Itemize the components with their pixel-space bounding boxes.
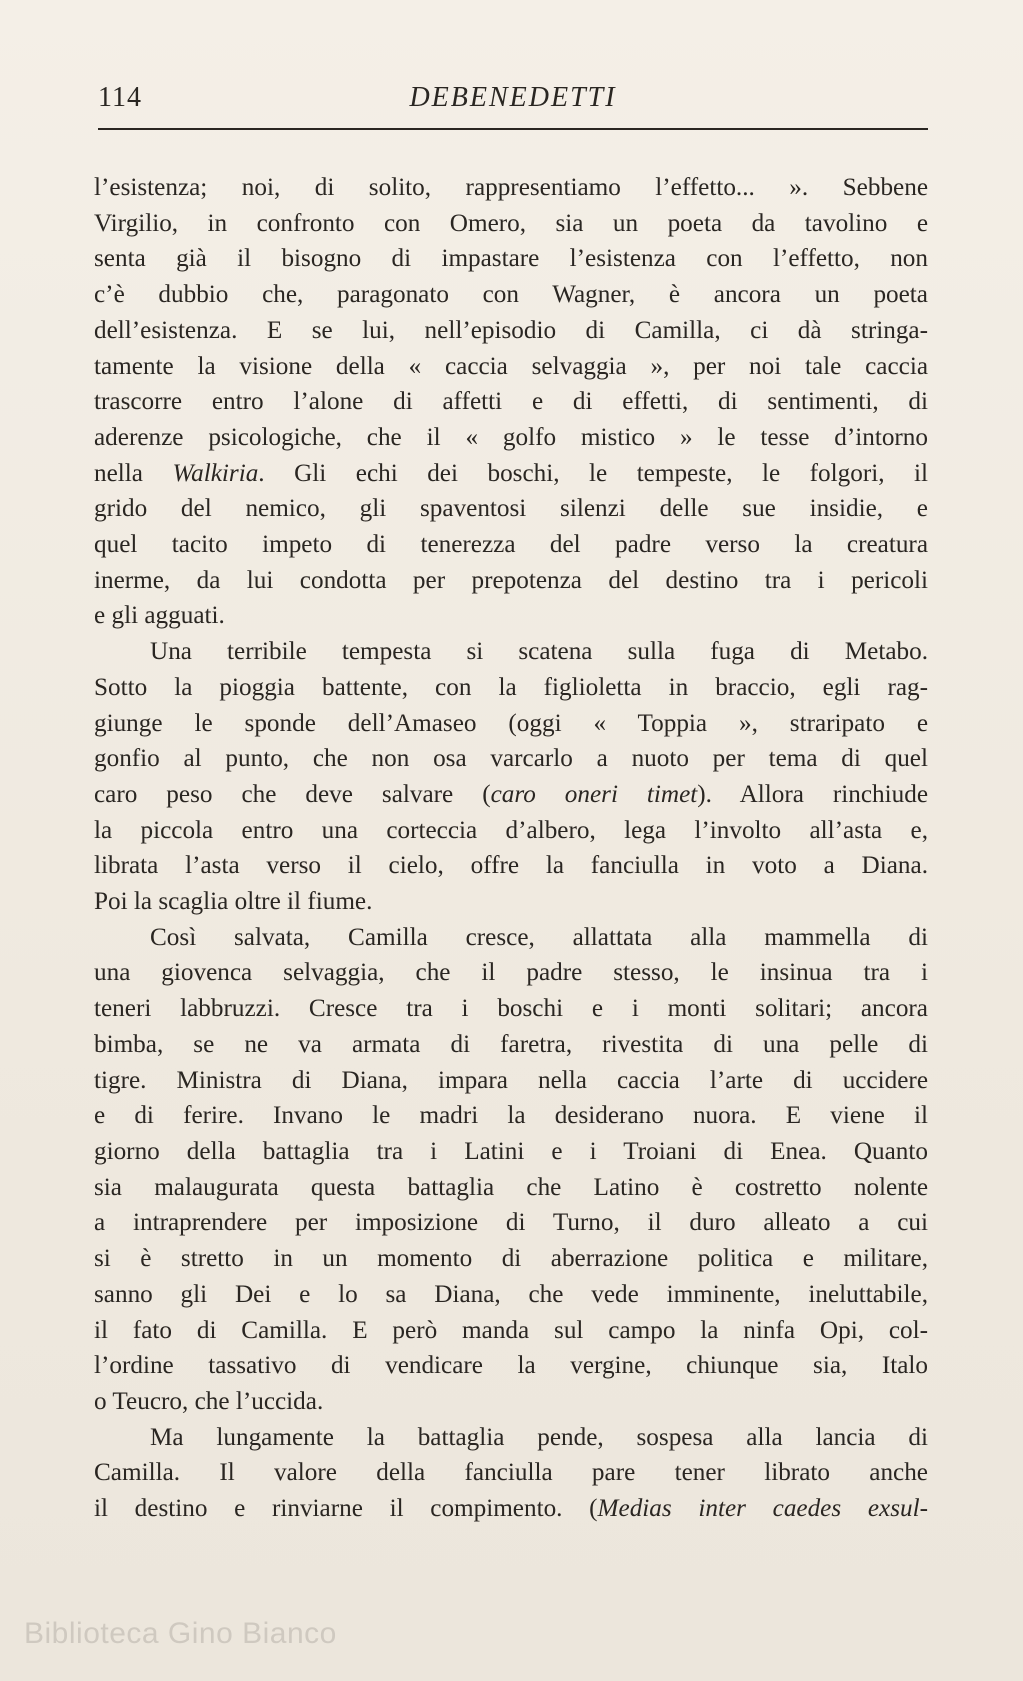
text-line: tamente la visione della « caccia selvaggia », per noi tale caccia [94, 352, 928, 380]
text-line: gonfio al punto, che non osa varcarlo a nuoto per tema di quel [94, 745, 928, 773]
text-line: la piccola entro una corteccia d’albero, lega l’involto all’asta e, [94, 816, 928, 844]
text-line: librata l’asta verso il cielo, offre la fanciulla in voto a Diana. [94, 852, 928, 880]
text-line: sanno gli Dei e lo sa Diana, che vede imminente, ineluttabile, [94, 1280, 928, 1308]
text-line: c’è dubbio che, paragonato con Wagner, è ancora un poeta [94, 281, 928, 309]
text-line: Sotto la pioggia battente, con la figlioletta in braccio, egli rag- [94, 673, 928, 701]
text-line: giunge le sponde dell’Amaseo (oggi « Toppia », straripato e [94, 709, 928, 737]
text-line: il destino e rinviarne il compimento. (Medias inter caedes exsul- [94, 1495, 928, 1523]
text-line: dell’esistenza. E se lui, nell’episodio di Camilla, ci dà stringa- [94, 316, 928, 344]
text-line: a intraprendere per imposizione di Turno, il duro alleato a cui [94, 1209, 928, 1237]
text-line: caro peso che deve salvare (caro oneri timet). Allora rinchiude [94, 780, 928, 808]
text-line: tigre. Ministra di Diana, impara nella caccia l’arte di uccidere [94, 1066, 928, 1094]
text-line: e gli agguati. [94, 602, 225, 630]
text-line: aderenze psicologiche, che il « golfo mistico » le tesse d’intorno [94, 423, 928, 451]
text-line: bimba, se ne va armata di faretra, rivestita di una pelle di [94, 1030, 928, 1058]
text-line: Ma lungamente la battaglia pende, sospesa alla lancia di [150, 1423, 928, 1451]
text-line: Poi la scaglia oltre il fiume. [94, 888, 373, 916]
text-line: quel tacito impeto di tenerezza del padre verso la creatura [94, 531, 928, 559]
text-line: o Teucro, che l’uccida. [94, 1387, 324, 1415]
page-header [98, 78, 928, 122]
text-line: si è stretto in un momento di aberrazione politica e militare, [94, 1245, 928, 1273]
text-line: senta già il bisogno di impastare l’esistenza con l’effetto, non [94, 245, 928, 273]
text-line: e di ferire. Invano le madri la desiderano nuora. E viene il [94, 1102, 928, 1130]
header-rule [98, 128, 928, 130]
body-text [94, 170, 928, 1527]
text-line: Così salvata, Camilla cresce, allattata alla mammella di [150, 923, 928, 951]
text-line: giorno della battaglia tra i Latini e i Troiani di Enea. Quanto [94, 1137, 928, 1165]
text-line: il fato di Camilla. E però manda sul campo la ninfa Opi, col- [94, 1316, 928, 1344]
text-line: grido del nemico, gli spaventosi silenzi delle sue insidie, e [94, 495, 928, 523]
page-number: 114 [98, 82, 142, 113]
text-line: Camilla. Il valore della fanciulla pare tener librato anche [94, 1459, 928, 1487]
text-line: l’esistenza; noi, di solito, rappresentiamo l’effetto... ». Sebbene [94, 174, 928, 201]
text-line: inerme, da lui condotta per prepotenza del destino tra i pericoli [94, 566, 928, 594]
text-line: teneri labbruzzi. Cresce tra i boschi e i monti solitari; ancora [94, 995, 928, 1023]
library-watermark: Biblioteca Gino Bianco [24, 1617, 337, 1650]
text-line: Una terribile tempesta si scatena sulla fuga di Metabo. [150, 638, 928, 666]
text-line: nella Walkiria. Gli echi dei boschi, le tempeste, le folgori, il [94, 459, 928, 487]
running-head: DEBENEDETTI [409, 82, 617, 113]
text-line: l’ordine tassativo di vendicare la vergine, chiunque sia, Italo [94, 1352, 928, 1380]
text-line: Virgilio, in confronto con Omero, sia un poeta da tavolino e [94, 209, 928, 237]
text-line: trascorre entro l’alone di affetti e di effetti, di sentimenti, di [94, 388, 928, 416]
text-line: una giovenca selvaggia, che il padre stesso, le insinua tra i [94, 959, 928, 987]
text-line: sia malaugurata questa battaglia che Latino è costretto nolente [94, 1173, 928, 1201]
